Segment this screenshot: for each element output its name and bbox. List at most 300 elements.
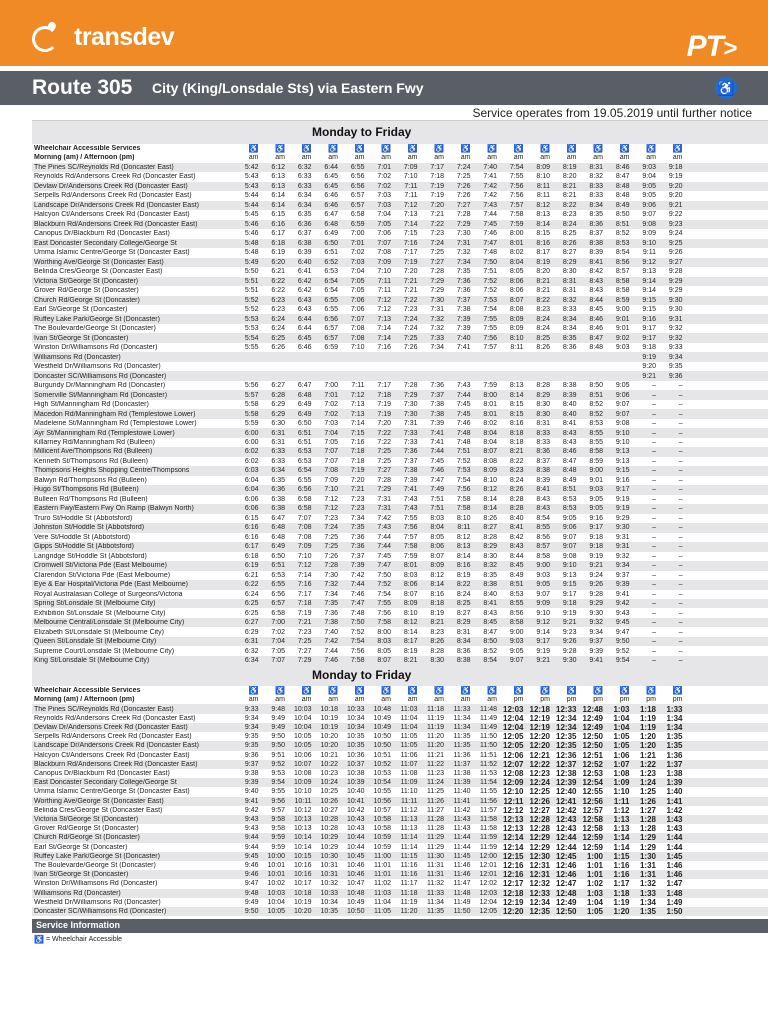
departure-time: 7:47 bbox=[430, 476, 444, 484]
departure-time: 7:34 bbox=[324, 590, 338, 598]
departure-time: 12:04 bbox=[503, 722, 524, 732]
departure-time: 11:02 bbox=[374, 880, 391, 888]
departure-time: 12:06 bbox=[503, 750, 524, 760]
departure-time: 7:05 bbox=[377, 220, 391, 228]
departure-time: 8:09 bbox=[483, 467, 497, 475]
departure-time: 7:06 bbox=[350, 306, 365, 314]
departure-time: 8:37 bbox=[589, 230, 603, 238]
service-information-bar bbox=[32, 919, 768, 933]
departure-time: 10:22 bbox=[320, 760, 338, 768]
departure-time: 8:15 bbox=[509, 401, 524, 409]
departure-time: 1:10 bbox=[613, 787, 630, 797]
departure-time: 10:51 bbox=[373, 751, 391, 759]
timetable-row bbox=[32, 419, 768, 428]
departure-time: 11:48 bbox=[480, 705, 497, 713]
departure-time: 6:19 bbox=[271, 249, 285, 257]
stop-name: The Pines SC/Reynolds Rd (Doncaster East) bbox=[34, 163, 174, 171]
departure-time: 9:01 bbox=[615, 325, 630, 333]
departure-time: 6:55 bbox=[324, 296, 338, 304]
departure-time: 8:10 bbox=[456, 514, 471, 522]
departure-time: 7:32 bbox=[456, 249, 471, 257]
departure-time: 12:18 bbox=[503, 888, 524, 898]
departure-time: 8:09 bbox=[509, 325, 524, 333]
departure-time: 8:57 bbox=[536, 543, 550, 551]
departure-time: 11:58 bbox=[480, 816, 497, 824]
wheelchair-icon: ♿ bbox=[593, 143, 603, 153]
wheelchair-icon: ♿ bbox=[646, 686, 656, 696]
legend-text: = Wheelchair Accessible bbox=[45, 936, 123, 943]
departure-time: 8:49 bbox=[615, 201, 630, 209]
departure-time: 6:59 bbox=[324, 344, 338, 352]
departure-time: 9:30 bbox=[615, 524, 630, 532]
timetable-row bbox=[32, 362, 768, 371]
departure-time: 7:29 bbox=[430, 277, 444, 285]
departure-time: 7:02 bbox=[377, 173, 391, 181]
departure-time: 7:39 bbox=[430, 420, 444, 428]
departure-time: 12:03 bbox=[503, 704, 524, 714]
departure-time: 6:49 bbox=[297, 410, 312, 418]
departure-time: 1:33 bbox=[666, 704, 683, 714]
departure-time: 12:37 bbox=[556, 759, 577, 769]
period-label: pm bbox=[672, 696, 683, 704]
departure-time: 7:59 bbox=[483, 382, 497, 390]
departure-time: 6:13 bbox=[271, 173, 285, 181]
departure-time: 8:50 bbox=[483, 638, 497, 646]
departure-time: 6:31 bbox=[271, 439, 285, 446]
departure-time: 6:34 bbox=[297, 192, 312, 200]
departure-time: 1:44 bbox=[666, 842, 683, 852]
departure-time: 1:31 bbox=[639, 870, 656, 880]
departure-time: 11:14 bbox=[400, 834, 418, 842]
departure-time: 5:58 bbox=[244, 401, 259, 409]
departure-time: 8:26 bbox=[562, 239, 577, 247]
departure-time: 12:04 bbox=[503, 713, 524, 723]
departure-time: 10:50 bbox=[373, 742, 391, 750]
departure-time: – bbox=[678, 476, 683, 484]
wheelchair-icon: ♿ bbox=[275, 686, 285, 696]
wheelchair-icon: ♿ bbox=[593, 686, 603, 696]
departure-time: – bbox=[652, 600, 656, 608]
departure-time: – bbox=[678, 495, 683, 503]
departure-time: 1:05 bbox=[586, 907, 603, 916]
departure-time: 9:43 bbox=[615, 609, 630, 617]
departure-time: 7:07 bbox=[324, 457, 338, 465]
timetable-row bbox=[32, 371, 768, 380]
timetable-row bbox=[32, 741, 768, 750]
departure-time: 1:44 bbox=[666, 833, 683, 843]
route-number: Route 305 bbox=[32, 76, 133, 99]
departure-time: 7:59 bbox=[509, 220, 524, 228]
departure-time: 8:36 bbox=[589, 220, 603, 228]
departure-time: 9:07 bbox=[642, 211, 656, 219]
departure-time: 7:03 bbox=[324, 420, 338, 428]
departure-time: 7:53 bbox=[483, 296, 497, 304]
departure-time: 9:20 bbox=[668, 182, 683, 190]
departure-time: 6:50 bbox=[297, 420, 312, 428]
departure-time: 1:46 bbox=[666, 861, 683, 871]
departure-time: – bbox=[678, 467, 683, 475]
departure-time: 7:05 bbox=[350, 277, 365, 285]
departure-time: – bbox=[678, 647, 683, 655]
departure-time: 7:11 bbox=[404, 182, 418, 190]
timetable-row bbox=[32, 324, 768, 333]
departure-time: 10:07 bbox=[293, 760, 312, 768]
departure-time: 5:46 bbox=[244, 220, 259, 228]
timetable-row bbox=[32, 760, 768, 769]
departure-time: 11:31 bbox=[427, 862, 444, 870]
departure-time: 8:16 bbox=[430, 590, 444, 598]
departure-time: 1:17 bbox=[613, 879, 630, 889]
departure-time: 1:28 bbox=[639, 824, 656, 834]
departure-time: 12:17 bbox=[503, 879, 524, 889]
wheelchair-icon: ♿ bbox=[672, 143, 683, 153]
departure-time: 9:31 bbox=[615, 543, 630, 551]
departure-time: 8:12 bbox=[483, 486, 497, 494]
departure-time: 8:55 bbox=[536, 524, 550, 532]
departure-time: 9:39 bbox=[615, 581, 630, 589]
departure-time: 8:25 bbox=[456, 600, 471, 608]
departure-time: 11:36 bbox=[453, 751, 471, 759]
departure-time: 11:34 bbox=[453, 714, 471, 722]
departure-time: 7:20 bbox=[377, 420, 391, 428]
departure-time: 9:39 bbox=[589, 647, 603, 655]
departure-time: 7:29 bbox=[456, 220, 471, 228]
departure-time: – bbox=[652, 657, 656, 664]
departure-time: 1:50 bbox=[666, 907, 683, 916]
departure-time: 7:05 bbox=[350, 287, 365, 295]
departure-time: 8:16 bbox=[509, 420, 524, 428]
departure-time: 9:55 bbox=[271, 788, 285, 796]
departure-time: 10:40 bbox=[346, 788, 365, 796]
stop-name: Grover Rd/George St (Doncaster) bbox=[34, 287, 139, 295]
departure-time: 6:02 bbox=[244, 448, 259, 456]
departure-time: 7:52 bbox=[377, 581, 391, 589]
departure-time: 9:56 bbox=[271, 797, 285, 805]
departure-time: 7:11 bbox=[377, 277, 391, 285]
departure-time: 7:50 bbox=[377, 571, 391, 579]
departure-time: 7:51 bbox=[430, 505, 444, 513]
departure-time: 8:11 bbox=[510, 344, 524, 352]
departure-time: 6:56 bbox=[324, 315, 338, 323]
departure-time: 6:21 bbox=[244, 571, 259, 579]
departure-time: 9:20 bbox=[642, 363, 656, 371]
departure-time: 11:33 bbox=[453, 705, 471, 713]
departure-time: 8:22 bbox=[562, 201, 577, 209]
departure-time: 12:47 bbox=[556, 879, 577, 889]
stop-name: Macedon Rd/Manningham Rd (Templestowe Lower) bbox=[34, 410, 196, 418]
departure-time: 1:19 bbox=[639, 713, 656, 723]
departure-time: 1:06 bbox=[613, 750, 630, 760]
departure-time: 9:01 bbox=[589, 476, 603, 484]
departure-time: 8:36 bbox=[456, 647, 471, 655]
departure-time: 9:45 bbox=[615, 619, 630, 627]
departure-time: 10:29 bbox=[320, 834, 338, 842]
departure-time: 6:02 bbox=[244, 457, 259, 465]
departure-time: 9:53 bbox=[271, 770, 285, 777]
departure-time: 9:03 bbox=[642, 163, 656, 171]
departure-time: 12:01 bbox=[479, 862, 497, 870]
departure-time: – bbox=[652, 382, 656, 390]
wheelchair-icon: ♿ bbox=[513, 143, 524, 153]
departure-time: 12:29 bbox=[529, 833, 550, 843]
departure-time: 1:07 bbox=[613, 759, 630, 769]
departure-time: 12:46 bbox=[556, 861, 577, 871]
departure-time: 7:25 bbox=[456, 173, 471, 181]
departure-time: 9:49 bbox=[244, 898, 259, 906]
timetable-row bbox=[32, 898, 768, 907]
departure-time: 7:45 bbox=[456, 410, 471, 418]
departure-time: 11:41 bbox=[453, 797, 471, 805]
departure-time: 7:08 bbox=[324, 467, 338, 475]
departure-time: 1:25 bbox=[639, 787, 656, 797]
departure-time: 7:32 bbox=[324, 581, 338, 589]
departure-time: 7:29 bbox=[377, 486, 391, 494]
stop-name: Johnston St/Hoddle St (Abbotsford) bbox=[34, 524, 145, 532]
departure-time: 6:55 bbox=[324, 306, 338, 314]
wheelchair-accessible-icon: ♿ bbox=[715, 77, 737, 99]
period-label: pm bbox=[646, 696, 656, 704]
timetable-row bbox=[32, 889, 768, 898]
departure-time: 11:17 bbox=[400, 880, 418, 888]
departure-time: 10:05 bbox=[267, 908, 285, 916]
departure-time: 10:23 bbox=[320, 770, 338, 777]
departure-time: 8:43 bbox=[589, 287, 603, 295]
departure-time: 8:45 bbox=[483, 619, 497, 627]
departure-time: 12:50 bbox=[556, 907, 577, 916]
wheelchair-icon: ♿ bbox=[328, 143, 338, 153]
timetable-row bbox=[32, 907, 768, 916]
departure-time: 7:00 bbox=[324, 382, 338, 390]
departure-time: 11:59 bbox=[480, 834, 497, 842]
departure-time: 8:04 bbox=[483, 429, 497, 437]
departure-time: 7:19 bbox=[377, 410, 391, 418]
departure-time: 7:36 bbox=[350, 543, 365, 551]
departure-time: 7:36 bbox=[456, 277, 471, 285]
departure-time: 7:49 bbox=[430, 486, 444, 494]
departure-time: 1:20 bbox=[639, 732, 656, 742]
departure-time: 9:29 bbox=[615, 514, 630, 522]
departure-time: 8:38 bbox=[562, 382, 577, 390]
departure-time: 7:21 bbox=[297, 619, 312, 627]
stop-name: Blackburn Rd/Andersons Creek Rd (Doncaster East) bbox=[34, 760, 198, 768]
stop-name: Exhibition St/Lonsdale St (Melbourne City) bbox=[34, 609, 166, 617]
timetable-row bbox=[32, 438, 768, 447]
departure-time: 8:34 bbox=[589, 201, 603, 209]
departure-time: 5:42 bbox=[244, 163, 259, 171]
departure-time: 10:48 bbox=[373, 705, 391, 713]
timetable-row bbox=[32, 182, 768, 191]
departure-time: 9:30 bbox=[668, 306, 683, 314]
departure-time: 5:53 bbox=[244, 325, 259, 333]
timetable-row bbox=[32, 220, 768, 229]
departure-time: – bbox=[652, 638, 656, 646]
departure-time: 11:31 bbox=[427, 871, 444, 879]
departure-time: 11:08 bbox=[400, 770, 418, 777]
departure-time: 9:17 bbox=[642, 334, 656, 342]
departure-time: 8:44 bbox=[589, 296, 603, 304]
departure-time: 5:53 bbox=[244, 315, 259, 323]
departure-time: 8:43 bbox=[509, 543, 524, 551]
departure-time: 9:18 bbox=[589, 533, 603, 541]
departure-time: 7:25 bbox=[403, 334, 418, 342]
departure-time: 11:49 bbox=[480, 714, 497, 722]
departure-time: 9:13 bbox=[615, 448, 630, 456]
departure-time: 8:40 bbox=[483, 590, 497, 598]
departure-time: 7:01 bbox=[350, 239, 365, 247]
departure-time: 12:12 bbox=[503, 805, 524, 815]
departure-time: 10:31 bbox=[320, 871, 338, 879]
departure-time: 7:36 bbox=[403, 448, 418, 456]
departure-time: 8:00 bbox=[483, 391, 497, 399]
departure-time: – bbox=[652, 562, 656, 570]
wheelchair-icon: ♿ bbox=[407, 143, 418, 153]
departure-time: 11:20 bbox=[427, 742, 444, 750]
period-label: am bbox=[301, 154, 312, 162]
service-note: Service operates from 19.05.2019 until further notice bbox=[472, 106, 752, 120]
departure-time: – bbox=[652, 448, 656, 456]
stop-name: Ruffey Lake Park/George St (Doncaster) bbox=[34, 852, 160, 860]
departure-time: 9:07 bbox=[536, 590, 550, 598]
departure-time: 12:07 bbox=[503, 759, 524, 769]
departure-time: 1:29 bbox=[639, 833, 656, 843]
departure-time: 11:58 bbox=[480, 825, 497, 833]
departure-time: 12:00 bbox=[479, 852, 497, 860]
wheelchair-icon: ♿ bbox=[566, 143, 577, 153]
departure-time: 7:42 bbox=[377, 514, 391, 522]
departure-time: 11:04 bbox=[400, 714, 418, 722]
stop-name: Williamsons Rd (Doncaster) bbox=[34, 889, 121, 897]
departure-time: 7:32 bbox=[430, 325, 444, 333]
departure-time: 7:11 bbox=[351, 382, 365, 390]
departure-time: 1:42 bbox=[666, 805, 683, 815]
departure-time: – bbox=[652, 514, 656, 522]
departure-time: 8:24 bbox=[562, 220, 577, 228]
timetable-row bbox=[32, 229, 768, 238]
departure-time: 8:04 bbox=[483, 439, 497, 446]
departure-time: 1:14 bbox=[613, 842, 630, 852]
departure-time: 9:58 bbox=[271, 825, 285, 833]
departure-time: 11:47 bbox=[453, 880, 471, 888]
departure-time: 8:31 bbox=[456, 628, 471, 636]
departure-time: 8:25 bbox=[536, 334, 550, 342]
departure-time: – bbox=[652, 429, 656, 437]
stop-name: Doncaster SC/Williamsons Rd (Doncaster) bbox=[34, 372, 167, 380]
departure-time: 8:35 bbox=[483, 571, 497, 579]
departure-time: 9:22 bbox=[668, 211, 683, 219]
departure-time: 8:43 bbox=[536, 495, 550, 503]
stop-name: Devlaw Dr/Andersons Creek Rd (Doncaster East) bbox=[34, 723, 188, 731]
departure-time: 10:19 bbox=[320, 723, 338, 731]
departure-time: 8:31 bbox=[562, 287, 577, 295]
departure-time: 7:00 bbox=[350, 230, 365, 238]
departure-time: 8:38 bbox=[589, 239, 603, 247]
departure-time: 9:07 bbox=[615, 410, 630, 418]
departure-time: 8:32 bbox=[589, 173, 603, 181]
departure-time: 11:33 bbox=[427, 889, 444, 897]
departure-time: 5:52 bbox=[244, 296, 259, 304]
wheelchair-icon: ♿ bbox=[34, 935, 44, 944]
departure-time: 12:43 bbox=[556, 824, 577, 834]
departure-time: 7:27 bbox=[377, 467, 391, 475]
departure-time: 1:38 bbox=[666, 769, 683, 778]
departure-time: 9:42 bbox=[615, 600, 630, 608]
departure-time: 9:15 bbox=[642, 296, 656, 304]
departure-time: 10:49 bbox=[373, 723, 391, 731]
departure-time: 11:43 bbox=[453, 816, 471, 824]
departure-time: 11:26 bbox=[427, 797, 444, 805]
departure-time: 10:44 bbox=[346, 843, 365, 851]
departure-time: 7:40 bbox=[324, 628, 338, 636]
departure-time: 8:16 bbox=[536, 239, 550, 247]
departure-time: 11:06 bbox=[400, 751, 418, 759]
departure-time: 7:25 bbox=[377, 448, 391, 456]
departure-time: 7:22 bbox=[377, 429, 391, 437]
departure-time: 6:54 bbox=[297, 467, 312, 475]
departure-time: 9:02 bbox=[615, 334, 630, 342]
departure-time: 8:56 bbox=[536, 533, 550, 541]
departure-time: 9:09 bbox=[642, 230, 656, 238]
departure-time: 9:14 bbox=[642, 287, 656, 295]
departure-time: 11:35 bbox=[427, 908, 444, 916]
departure-time: 12:44 bbox=[556, 833, 577, 843]
period-label: am bbox=[434, 696, 444, 704]
wheelchair-icon: ♿ bbox=[487, 143, 497, 153]
stop-name: Umma Islamic Centre/George St (Doncaster East) bbox=[34, 788, 190, 796]
departure-time: 10:10 bbox=[293, 788, 312, 796]
departure-time: 10:14 bbox=[293, 843, 312, 851]
stop-name: Landscape Dr/Andersons Creek Rd (Doncaster East) bbox=[34, 201, 199, 209]
stop-name: Elizabeth St/Lonsdale St (Melbourne City) bbox=[34, 628, 164, 636]
departure-time: 7:23 bbox=[403, 306, 418, 314]
departure-time: – bbox=[678, 457, 683, 465]
departure-time: 6:31 bbox=[271, 429, 285, 437]
departure-time: 9:27 bbox=[668, 258, 683, 266]
departure-time: 9:37 bbox=[589, 638, 603, 646]
stop-name: King St/Lonsdale St (Melbourne City) bbox=[34, 657, 150, 664]
departure-time: 8:23 bbox=[536, 306, 550, 314]
departure-time: 10:04 bbox=[293, 714, 312, 722]
departure-time: 5:54 bbox=[244, 334, 259, 342]
timetable-row bbox=[32, 704, 768, 713]
departure-time: 11:01 bbox=[374, 871, 391, 879]
departure-time: 6:57 bbox=[324, 325, 338, 333]
departure-time: – bbox=[652, 495, 656, 503]
departure-time: 9:48 bbox=[244, 889, 259, 897]
stop-name: Clarendon St/Victoria Pde (East Melbourne) bbox=[34, 571, 171, 579]
departure-time: 8:33 bbox=[562, 306, 577, 314]
departure-time: – bbox=[652, 505, 656, 513]
departure-time: 12:10 bbox=[503, 787, 524, 797]
departure-time: 7:02 bbox=[324, 410, 338, 418]
departure-time: 6:51 bbox=[297, 429, 312, 437]
departure-time: 7:48 bbox=[456, 439, 471, 446]
departure-time: 8:40 bbox=[562, 410, 577, 418]
departure-time: 6:49 bbox=[271, 543, 285, 551]
departure-time: 6:57 bbox=[324, 334, 338, 342]
departure-time: 5:50 bbox=[244, 268, 259, 276]
departure-time: 12:34 bbox=[556, 713, 577, 723]
wheelchair-icon: ♿ bbox=[301, 143, 312, 153]
departure-time: 7:42 bbox=[324, 638, 338, 646]
departure-time: 7:59 bbox=[403, 552, 418, 560]
timetable-row bbox=[32, 400, 768, 409]
departure-time: 8:30 bbox=[562, 268, 577, 276]
departure-time: 11:46 bbox=[453, 871, 471, 879]
departure-time: 8:58 bbox=[615, 277, 630, 285]
departure-time: 6:56 bbox=[350, 173, 365, 181]
timetable-row bbox=[32, 210, 768, 219]
departure-time: 1:03 bbox=[586, 888, 603, 898]
